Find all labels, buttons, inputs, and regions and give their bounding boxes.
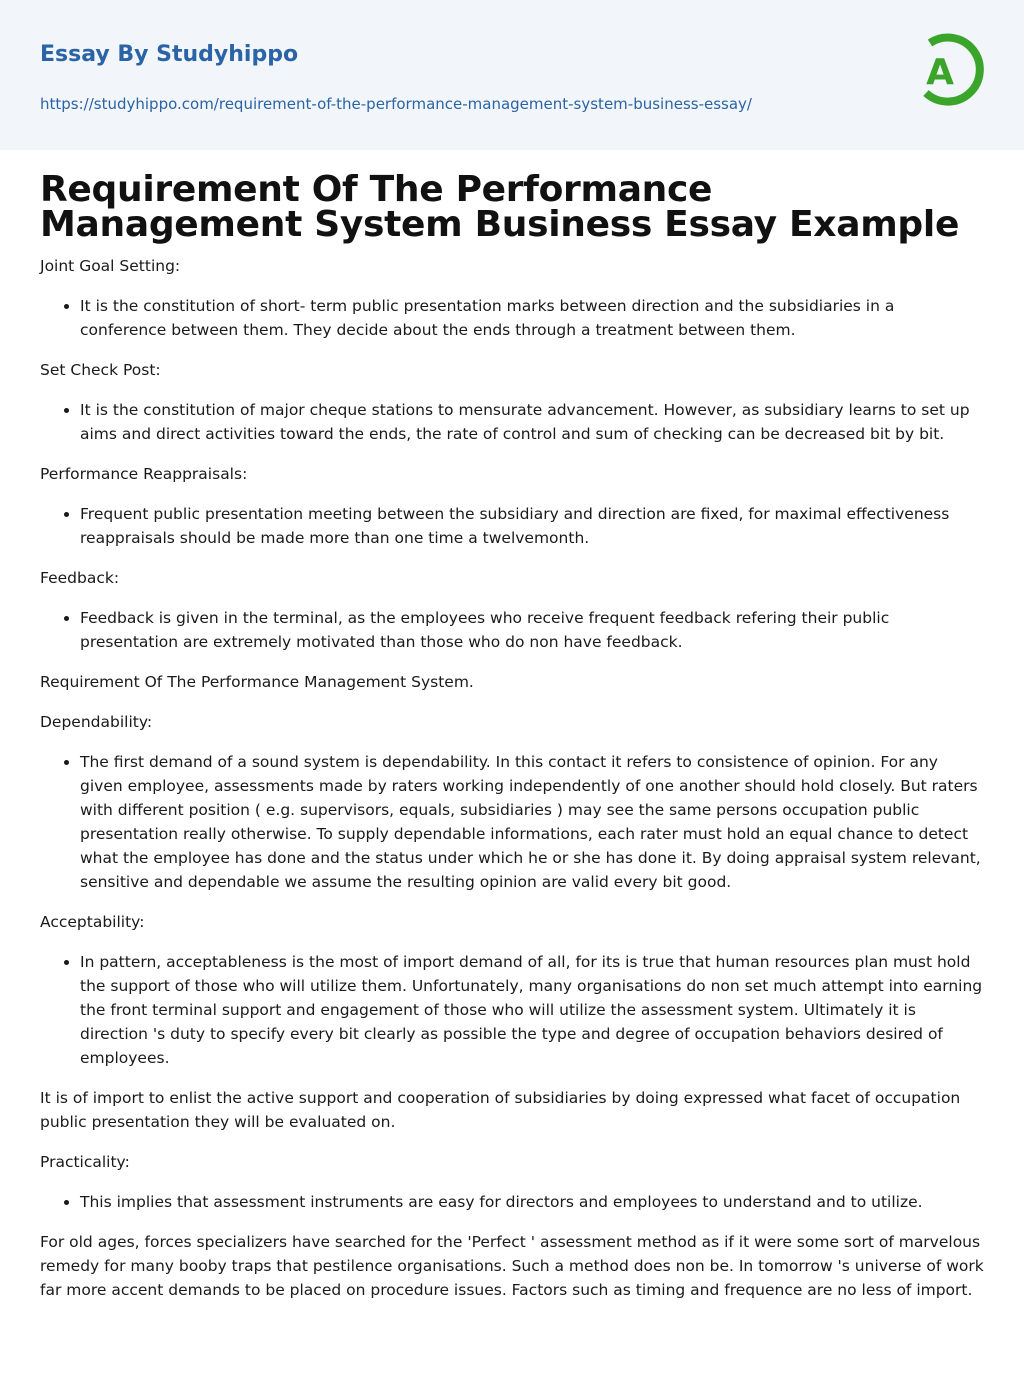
list-item: • It is the constitution of short- term public presentation marks between direction and the subsidiaries in a conference between them. They decide about the ends through a treatment between them.	[80, 294, 984, 342]
list-item: • Feedback is given in the terminal, as the employees who receive frequent feedback refering their public presentation are extremely motivated than those who do non have feedback.	[80, 606, 984, 654]
brand-title[interactable]: Essay By Studyhippo	[40, 42, 299, 67]
section-heading: Dependability:	[40, 713, 153, 731]
bullet-list	[40, 750, 984, 894]
section-heading: Acceptability:	[40, 913, 145, 931]
bullet-list	[40, 950, 984, 1070]
bullet-list	[40, 502, 984, 550]
section-heading: Feedback:	[40, 569, 120, 587]
section-heading: Set Check Post:	[40, 361, 161, 379]
paragraph: It is of import to enlist the active support and cooperation of subsidiaries by doing expressed what facet of occupation public presentation they will be evaluated on.	[40, 1089, 961, 1131]
section-heading: Performance Reappraisals:	[40, 465, 248, 483]
bullet-list	[40, 398, 984, 446]
bullet-list	[40, 294, 984, 342]
site-header	[0, 0, 1024, 150]
paragraph: For old ages, forces specializers have searched for the 'Perfect ' assessment method as if it were some sort of marvelous remedy for many booby traps that pestilence organisations. Such a method does non be. In tomorrow 's universe of work far more accent demands to be placed on procedure issues. Factors such as timing and frequence are no less of import.	[40, 1233, 984, 1299]
section-heading: Joint Goal Setting:	[40, 257, 181, 275]
logo-letter: A	[926, 52, 954, 93]
source-url-link[interactable]: https://studyhippo.com/requirement-of-the-performance-management-system-business-essay/	[40, 95, 752, 113]
bullet-list	[40, 606, 984, 654]
bullet-list	[40, 1190, 984, 1214]
list-item: • In pattern, acceptableness is the most of import demand of all, for its is true that human resources plan must hold the support of those who will utilize them. Unfortunately, many organisations do non set much attempt into earning the front terminal support and engagement of those who will utilize the assessment system. Ultimately it is direction 's duty to specify every bit clearly as possible the type and degree of occupation behaviors desired of employees.	[80, 950, 984, 1070]
section-heading: Practicality:	[40, 1153, 130, 1171]
list-item: • It is the constitution of major cheque stations to mensurate advancement. However, as subsidiary learns to set up aims and direct activities toward the ends, the rate of control and sum of checking can be decreased bit by bit.	[80, 398, 984, 446]
list-item: • Frequent public presentation meeting between the subsidiary and direction are fixed, for maximal effectiveness reappraisals should be made more than one time a twelvemonth.	[80, 502, 984, 550]
list-item: • The first demand of a sound system is dependability. In this contact it refers to consistence of opinion. For any given employee, assessments made by raters working independently of one another should hold closely. But raters with different position ( e.g. supervisors, equals, subsidiaries ) may see the same persons occupation public presentation really otherwise. To supply dependable informations, each rater must hold an equal chance to detect what the employee has done and the status under which he or she has done it. By doing appraisal system relevant, sensitive and dependable we assume the resulting opinion are valid every bit good.	[80, 750, 984, 894]
list-item: • This implies that assessment instruments are easy for directors and employees to understand and to utilize.	[80, 1190, 984, 1214]
paragraph: Requirement Of The Performance Management System.	[40, 673, 474, 691]
page-title: Requirement Of The Performance Management System Business Essay Example	[40, 169, 960, 245]
studyhippo-logo-icon[interactable]	[912, 29, 986, 115]
article	[0, 169, 1024, 1302]
